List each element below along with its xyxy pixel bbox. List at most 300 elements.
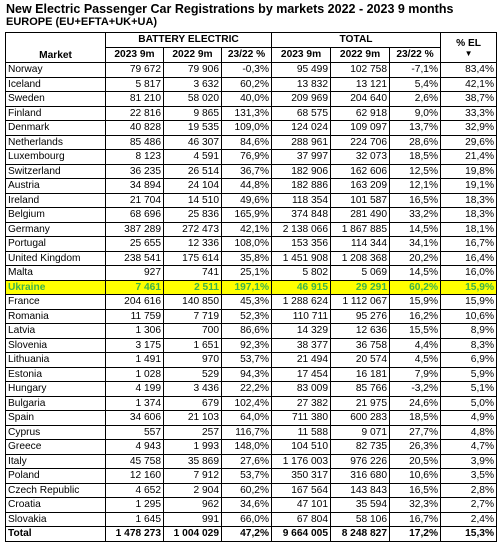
table-row [6,353,497,368]
market-cell: United Kingdom [6,251,106,266]
total-2023-cell: 21 494 [272,353,331,368]
total-change-cell: 12,5% [390,164,441,179]
total-2023-cell: 711 380 [272,411,331,426]
total-change-cell: 26,3% [390,440,441,455]
total-2023-header: 2023 9m [272,48,331,63]
bev-2022-cell: 19 535 [164,121,222,136]
total-2023-cell: 83 009 [272,382,331,397]
market-cell: Sweden [6,92,106,107]
total-2022-cell: 5 069 [331,266,390,281]
bev-2023-cell: 4 652 [106,483,164,498]
bev-change-cell: 34,6% [222,498,272,513]
bev-2023-cell: 68 696 [106,208,164,223]
total-2022-cell: 35 594 [331,498,390,513]
market-cell: Norway [6,63,106,78]
total-change-cell: 16,5% [390,483,441,498]
bev-2023-cell: 36 235 [106,164,164,179]
total-2022-cell: 58 106 [331,512,390,527]
bev-2022-cell: 7 912 [164,469,222,484]
bev-2022-cell: 700 [164,324,222,339]
total-2023-cell: 14 329 [272,324,331,339]
table-row [6,309,497,324]
market-cell: Austria [6,179,106,194]
table-row-highlighted [6,280,497,295]
market-cell: Netherlands [6,135,106,150]
total-2023-cell: 124 024 [272,121,331,136]
total-2023-cell: 118 354 [272,193,331,208]
total-2023-cell: 288 961 [272,135,331,150]
total-2023-cell: 182 886 [272,179,331,194]
table-row [6,135,497,150]
share-el-cell: 3,9% [441,454,497,469]
table-row [6,338,497,353]
total-2023-cell: 46 915 [272,280,331,295]
bev-2022-cell: 4 591 [164,150,222,165]
bev-change-cell: 25,1% [222,266,272,281]
table-row [6,483,497,498]
share-el-cell: 8,3% [441,338,497,353]
bev-2023-cell: 4 199 [106,382,164,397]
total-2022-cell: 36 758 [331,338,390,353]
page-subtitle: EUROPE (EU+EFTA+UK+UA) [6,16,158,28]
share-el-cell: 18,3% [441,208,497,223]
total-change-cell: 20,5% [390,454,441,469]
bev-2023-cell: 927 [106,266,164,281]
market-cell: Hungary [6,382,106,397]
total-2022-cell: 109 097 [331,121,390,136]
total-2023-cell: 27 382 [272,396,331,411]
bev-change-cell: 52,3% [222,309,272,324]
bev-2022-cell: 35 869 [164,454,222,469]
total-2023-cell: 95 499 [272,63,331,78]
total-change-cell: 15,9% [390,295,441,310]
bev-2023-cell: 81 210 [106,92,164,107]
table-row [6,251,497,266]
share-el-cell: 16,4% [441,251,497,266]
share-el-cell: 16,7% [441,237,497,252]
share-el-cell: 19,1% [441,179,497,194]
total-change-cell: 33,2% [390,208,441,223]
bev-change-cell: 108,0% [222,237,272,252]
bev-2023-cell: 85 486 [106,135,164,150]
total-total-change-cell: 17,2% [390,527,441,542]
bev-2022-cell: 2 511 [164,280,222,295]
share-el-cell: 5,9% [441,367,497,382]
share-el-cell: 19,8% [441,164,497,179]
table-row [6,454,497,469]
total-header: TOTAL [272,33,441,48]
total-change-cell: 4,5% [390,353,441,368]
bev-2022-cell: 3 436 [164,382,222,397]
share-el-header[interactable] [441,33,497,63]
bev-2023-cell: 25 655 [106,237,164,252]
total-2022-cell: 316 680 [331,469,390,484]
market-cell: Bulgaria [6,396,106,411]
bev-change-cell: 66,0% [222,512,272,527]
market-cell: Iceland [6,77,106,92]
bev-change-cell: 35,8% [222,251,272,266]
total-2022-cell: 85 766 [331,382,390,397]
total-2022-cell: 82 735 [331,440,390,455]
total-share-el-cell: 15,3% [441,527,497,542]
market-cell: Greece [6,440,106,455]
bev-2022-cell: 175 614 [164,251,222,266]
total-change-cell: 16,5% [390,193,441,208]
bev-2023-cell: 238 541 [106,251,164,266]
market-header: Market [6,33,106,63]
total-2023-cell: 182 906 [272,164,331,179]
table-body [6,63,497,542]
total-change-cell: 34,1% [390,237,441,252]
bev-2023-cell: 8 123 [106,150,164,165]
table-row [6,266,497,281]
bev-2023-cell: 557 [106,425,164,440]
table-row [6,382,497,397]
market-cell: Spain [6,411,106,426]
total-2022-cell: 114 344 [331,237,390,252]
bev-2022-cell: 257 [164,425,222,440]
bev-2023-cell: 12 160 [106,469,164,484]
share-el-cell: 18,1% [441,222,497,237]
bev-2023-cell: 34 894 [106,179,164,194]
bev-2022-cell: 79 906 [164,63,222,78]
bev-2023-cell: 21 704 [106,193,164,208]
total-change-cell: 24,6% [390,396,441,411]
total-2023-cell: 67 804 [272,512,331,527]
market-cell: Poland [6,469,106,484]
market-cell: Finland [6,106,106,121]
bev-2023-cell: 5 817 [106,77,164,92]
total-row [6,527,497,542]
table-row [6,193,497,208]
market-cell: Belgium [6,208,106,223]
share-el-cell: 3,5% [441,469,497,484]
bev-change-cell: 53,7% [222,469,272,484]
total-change-cell: -3,2% [390,382,441,397]
bev-2023-cell: 1 028 [106,367,164,382]
bev-2022-cell: 3 632 [164,77,222,92]
total-2022-cell: 224 706 [331,135,390,150]
bev-2022-cell: 1 993 [164,440,222,455]
share-el-cell: 2,8% [441,483,497,498]
share-el-cell: 32,9% [441,121,497,136]
share-el-cell: 4,8% [441,425,497,440]
total-2023-cell: 350 317 [272,469,331,484]
total-2023-cell: 17 454 [272,367,331,382]
total-2022-cell: 12 636 [331,324,390,339]
bev-change-cell: 45,3% [222,295,272,310]
page-title: New Electric Passenger Car Registrations by markets 2022 - 2023 9 months [6,2,454,16]
total-2023-cell: 110 711 [272,309,331,324]
registrations-table [5,32,497,542]
table-row [6,440,497,455]
total-change-cell: 32,3% [390,498,441,513]
bev-2023-cell: 40 828 [106,121,164,136]
share-el-cell: 83,4% [441,63,497,78]
bev-change-cell: 53,7% [222,353,272,368]
header-row-top [6,33,497,48]
total-change-cell: 60,2% [390,280,441,295]
market-cell: Portugal [6,237,106,252]
bev-2022-cell: 140 850 [164,295,222,310]
bev-change-cell: 165,9% [222,208,272,223]
bev-2022-cell: 741 [164,266,222,281]
total-2022-cell: 29 291 [331,280,390,295]
bev-2022-cell: 58 020 [164,92,222,107]
bev-change-cell: 197,1% [222,280,272,295]
bev-change-cell: 76,9% [222,150,272,165]
total-change-cell: 5,4% [390,77,441,92]
total-2023-cell: 167 564 [272,483,331,498]
total-2022-cell: 1 208 368 [331,251,390,266]
bev-2022-cell: 970 [164,353,222,368]
total-2022-cell: 162 606 [331,164,390,179]
bev-2023-cell: 3 175 [106,338,164,353]
total-2023-cell: 1 176 003 [272,454,331,469]
total-2022-cell: 143 843 [331,483,390,498]
table-row [6,92,497,107]
table-row [6,121,497,136]
total-2022-cell: 9 071 [331,425,390,440]
market-cell: Ireland [6,193,106,208]
total-2023-cell: 1 451 908 [272,251,331,266]
bev-2023-cell: 45 758 [106,454,164,469]
total-bev-2023-cell: 1 478 273 [106,527,164,542]
table-row [6,237,497,252]
total-2022-cell: 102 758 [331,63,390,78]
total-change-cell: 16,7% [390,512,441,527]
table-row [6,179,497,194]
table-row [6,498,497,513]
bev-2023-cell: 204 616 [106,295,164,310]
bev-change-cell: 148,0% [222,440,272,455]
total-change-cell: 14,5% [390,222,441,237]
bev-change-cell: 86,6% [222,324,272,339]
bev-2023-cell: 4 943 [106,440,164,455]
bev-2023-cell: 1 295 [106,498,164,513]
total-bev-2022-cell: 1 004 029 [164,527,222,542]
table-row [6,164,497,179]
total-2023-cell: 68 575 [272,106,331,121]
total-2023-cell: 2 138 066 [272,222,331,237]
share-el-cell: 29,6% [441,135,497,150]
total-2022-cell: 600 283 [331,411,390,426]
total-change-cell: 20,2% [390,251,441,266]
sort-desc-icon[interactable]: ▼ [464,49,473,59]
bev-2022-cell: 529 [164,367,222,382]
share-el-label: % EL [456,37,481,49]
share-el-cell: 5,1% [441,382,497,397]
table-row [6,425,497,440]
bev-change-cell: 22,2% [222,382,272,397]
bev-change-cell: 36,7% [222,164,272,179]
share-el-cell: 10,6% [441,309,497,324]
market-cell: Denmark [6,121,106,136]
share-el-cell: 5,0% [441,396,497,411]
bev-2022-cell: 21 103 [164,411,222,426]
bev-2022-cell: 24 104 [164,179,222,194]
total-2022-cell: 163 209 [331,179,390,194]
bev-change-cell: 92,3% [222,338,272,353]
table-row [6,512,497,527]
total-bev-change-cell: 47,2% [222,527,272,542]
bev-2023-header: 2023 9m [106,48,164,63]
total-change-cell: 12,1% [390,179,441,194]
bev-change-cell: 109,0% [222,121,272,136]
total-2023-cell: 11 588 [272,425,331,440]
total-2023-cell: 374 848 [272,208,331,223]
bev-change-cell: 60,2% [222,77,272,92]
bev-2022-cell: 46 307 [164,135,222,150]
bev-change-header: 23/22 % [222,48,272,63]
total-2023-cell: 104 510 [272,440,331,455]
bev-change-cell: 94,3% [222,367,272,382]
bev-change-cell: 84,6% [222,135,272,150]
share-el-cell: 6,9% [441,353,497,368]
table-row [6,208,497,223]
total-2022-cell: 1 867 885 [331,222,390,237]
share-el-cell: 33,3% [441,106,497,121]
share-el-cell: 15,9% [441,280,497,295]
market-cell: Malta [6,266,106,281]
bev-change-cell: 44,8% [222,179,272,194]
bev-2022-cell: 7 719 [164,309,222,324]
table-row [6,411,497,426]
table-row [6,150,497,165]
total-change-cell: 18,5% [390,411,441,426]
total-2023-cell: 37 997 [272,150,331,165]
total-2023-cell: 209 969 [272,92,331,107]
total-change-cell: 10,6% [390,469,441,484]
battery-electric-header: BATTERY ELECTRIC [106,33,272,48]
share-el-cell: 4,9% [441,411,497,426]
total-2023-cell: 153 356 [272,237,331,252]
table-row [6,63,497,78]
total-2022-cell: 62 918 [331,106,390,121]
bev-2022-cell: 991 [164,512,222,527]
bev-2022-cell: 962 [164,498,222,513]
total-change-cell: 18,5% [390,150,441,165]
share-el-cell: 42,1% [441,77,497,92]
total-change-header: 23/22 % [390,48,441,63]
total-2022-cell: 976 226 [331,454,390,469]
market-cell: Cyprus [6,425,106,440]
table-row [6,324,497,339]
share-el-cell: 18,3% [441,193,497,208]
market-cell: Slovakia [6,512,106,527]
market-cell: Czech Republic [6,483,106,498]
total-2023-cell: 5 802 [272,266,331,281]
total-2022-cell: 281 490 [331,208,390,223]
market-cell: Romania [6,309,106,324]
total-total-2022-cell: 8 248 827 [331,527,390,542]
total-change-cell: 2,6% [390,92,441,107]
share-el-cell: 15,9% [441,295,497,310]
bev-2023-cell: 1 374 [106,396,164,411]
total-2023-cell: 1 288 624 [272,295,331,310]
total-2022-cell: 32 073 [331,150,390,165]
bev-2022-cell: 26 514 [164,164,222,179]
bev-2023-cell: 1 306 [106,324,164,339]
share-el-cell: 2,7% [441,498,497,513]
share-el-cell: 2,4% [441,512,497,527]
market-cell: Ukraine [6,280,106,295]
bev-2023-cell: 1 645 [106,512,164,527]
market-cell: Italy [6,454,106,469]
bev-change-cell: 40,0% [222,92,272,107]
bev-2022-cell: 1 651 [164,338,222,353]
total-2022-cell: 1 112 067 [331,295,390,310]
bev-2023-cell: 79 672 [106,63,164,78]
share-el-cell: 8,9% [441,324,497,339]
bev-change-cell: 60,2% [222,483,272,498]
total-2022-cell: 13 121 [331,77,390,92]
total-change-cell: 27,7% [390,425,441,440]
bev-change-cell: 131,3% [222,106,272,121]
table-row [6,295,497,310]
total-change-cell: 7,9% [390,367,441,382]
bev-2022-cell: 2 904 [164,483,222,498]
bev-change-cell: 102,4% [222,396,272,411]
total-2022-cell: 204 640 [331,92,390,107]
bev-change-cell: -0,3% [222,63,272,78]
total-change-cell: 28,6% [390,135,441,150]
bev-2022-cell: 14 510 [164,193,222,208]
market-cell: Croatia [6,498,106,513]
market-cell: Luxembourg [6,150,106,165]
share-el-cell: 4,7% [441,440,497,455]
total-change-cell: 4,4% [390,338,441,353]
total-change-cell: 9,0% [390,106,441,121]
bev-2023-cell: 22 816 [106,106,164,121]
total-2022-cell: 16 181 [331,367,390,382]
table-row [6,222,497,237]
total-change-cell: 14,5% [390,266,441,281]
bev-2023-cell: 7 461 [106,280,164,295]
bev-2022-cell: 272 473 [164,222,222,237]
bev-change-cell: 64,0% [222,411,272,426]
table-row [6,77,497,92]
market-cell: Germany [6,222,106,237]
total-2022-header: 2022 9m [331,48,390,63]
table-row [6,106,497,121]
bev-change-cell: 42,1% [222,222,272,237]
total-2022-cell: 20 574 [331,353,390,368]
share-el-cell: 38,7% [441,92,497,107]
market-cell: Latvia [6,324,106,339]
total-change-cell: 16,2% [390,309,441,324]
bev-2022-cell: 25 836 [164,208,222,223]
market-cell: Estonia [6,367,106,382]
bev-2022-cell: 679 [164,396,222,411]
total-total-2023-cell: 9 664 005 [272,527,331,542]
total-market-cell: Total [6,527,106,542]
bev-2023-cell: 11 759 [106,309,164,324]
total-2023-cell: 47 101 [272,498,331,513]
market-cell: Lithuania [6,353,106,368]
table-row [6,469,497,484]
market-cell: France [6,295,106,310]
table-row [6,396,497,411]
bev-2022-cell: 12 336 [164,237,222,252]
total-2022-cell: 21 975 [331,396,390,411]
total-change-cell: 13,7% [390,121,441,136]
bev-2022-header: 2022 9m [164,48,222,63]
bev-change-cell: 49,6% [222,193,272,208]
share-el-cell: 21,4% [441,150,497,165]
total-2023-cell: 38 377 [272,338,331,353]
table-row [6,367,497,382]
